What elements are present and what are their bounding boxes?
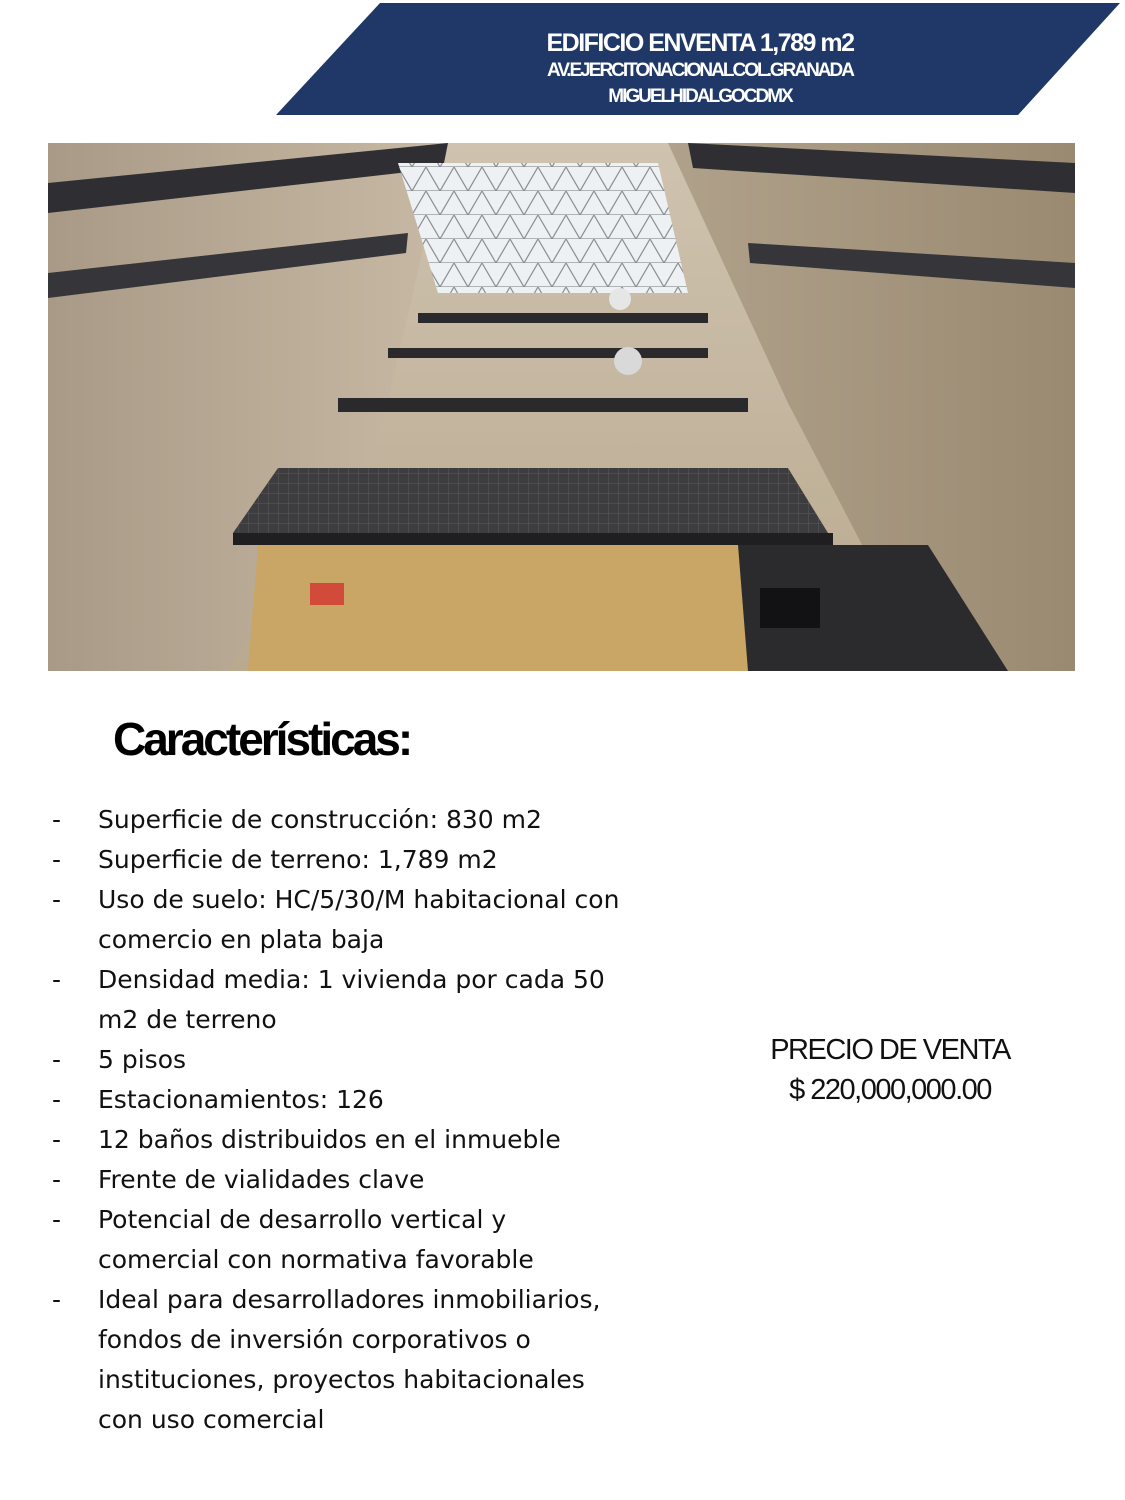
characteristics-heading: Características: xyxy=(113,713,411,765)
window-opening xyxy=(760,588,820,628)
hanging-lamp-2 xyxy=(609,288,631,310)
hanging-lamp-1 xyxy=(614,347,642,375)
banner-text xyxy=(420,28,980,110)
ceiling-beam-2 xyxy=(388,348,708,358)
list-item: - Frente de vialidades clave xyxy=(50,1160,630,1200)
header-banner xyxy=(0,0,1125,120)
atrium-photo xyxy=(48,143,1075,671)
skylight xyxy=(398,163,688,293)
list-item: - Densidad media: 1 vivienda por cada 50 m2 de terreno xyxy=(50,960,630,1040)
banner-address-line-2: MIGUELHIDALGOCDMX xyxy=(608,86,792,107)
list-item: - Estacionamientos: 126 xyxy=(50,1080,630,1120)
list-item: - 12 baños distribuidos en el inmueble xyxy=(50,1120,630,1160)
list-item: - Superficie de construcción: 830 m2 xyxy=(50,800,630,840)
list-item: - Potencial de desarrollo vertical y comercial con normativa favorable xyxy=(50,1200,630,1280)
ceiling-beam-3 xyxy=(338,398,748,412)
dark-panel xyxy=(233,468,828,533)
price-value: $ 220,000,000.00 xyxy=(789,1074,991,1106)
banner-title: EDIFICIO ENVENTA 1,789 m2 xyxy=(546,29,854,57)
panel-ledge xyxy=(233,533,833,545)
price-label: PRECIO DE VENTA xyxy=(770,1034,1010,1066)
list-item: - 5 pisos xyxy=(50,1040,630,1080)
exit-sign xyxy=(310,583,344,605)
banner-address-line-1: AV.EJERCITONACIONALCOL.GRANADA xyxy=(547,60,853,81)
list-item: - Ideal para desarrolladores inmobiliarios, fondos de inversión corporativos o instituciones, proyectos habitacionales con uso comercial xyxy=(50,1280,630,1440)
ceiling-beam-1 xyxy=(418,313,708,323)
lit-wall xyxy=(248,545,748,671)
characteristics-list xyxy=(50,800,630,1440)
list-item: - Superficie de terreno: 1,789 m2 xyxy=(50,840,630,880)
list-item: - Uso de suelo: HC/5/30/M habitacional con comercio en plata baja xyxy=(50,880,630,960)
price-block xyxy=(735,1030,1045,1110)
